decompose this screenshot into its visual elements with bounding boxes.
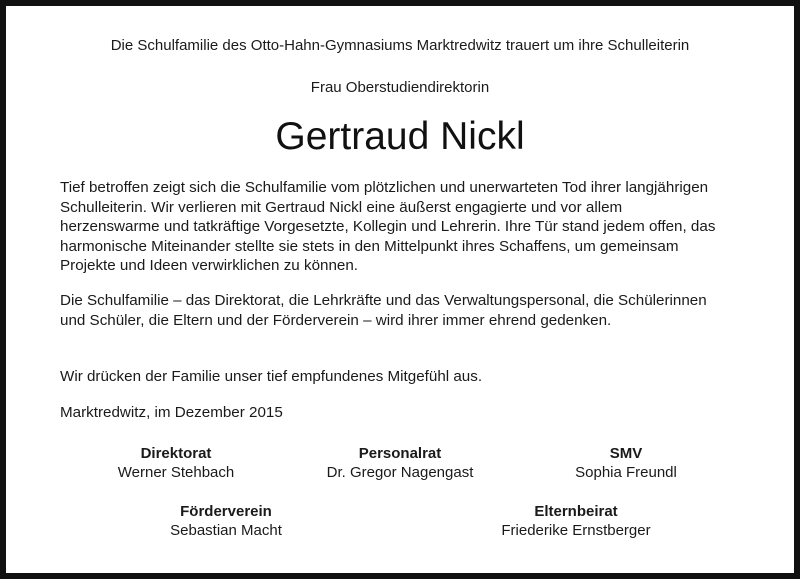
signatory-role: Elternbeirat bbox=[534, 503, 618, 520]
paragraph-remembrance: Die Schulfamilie – das Direktorat, die Lehrkräfte und das Verwaltungspersonal, die Schülerinnen und Schüler, die Eltern und der Förderverein – wird ihrer immer ehrend gedenken. bbox=[60, 292, 707, 329]
honorific-title: Frau Oberstudiendirektorin bbox=[310, 79, 490, 96]
signatory-smv bbox=[526, 444, 726, 482]
signatory-role: Direktorat bbox=[140, 445, 212, 462]
deceased-name: Gertraud Nickl bbox=[275, 115, 525, 158]
signatory-elternbeirat bbox=[466, 502, 686, 540]
signatory-personalrat bbox=[300, 444, 500, 482]
signatory-name: Sophia Freundl bbox=[575, 464, 677, 481]
signatory-name: Friederike Ernstberger bbox=[501, 522, 651, 539]
signatory-name: Sebastian Macht bbox=[170, 522, 282, 539]
signatory-role: SMV bbox=[609, 445, 643, 462]
paragraph-condolence: Wir drücken der Familie unser tief empfundenes Mitgefühl aus. bbox=[60, 368, 483, 385]
place-date: Marktredwitz, im Dezember 2015 bbox=[60, 404, 283, 421]
intro-line: Die Schulfamilie des Otto-Hahn-Gymnasiums Marktredwitz trauert um ihre Schulleiterin bbox=[110, 37, 690, 54]
signatory-foerderverein bbox=[136, 502, 316, 540]
signatory-role: Personalrat bbox=[358, 445, 442, 462]
signatory-direktorat bbox=[76, 444, 276, 482]
paragraph-tribute: Tief betroffen zeigt sich die Schulfamilie vom plötzlichen und unerwarteten Tod ihrer langjährigen Schulleiterin. Wir verlieren mit Gertraud Nickl eine äußerst engagierte und vor allem herzenswarme und tatkräftige Vorgesetzte, Kollegin und Lehrerin. Ihre Tür stand jedem offen, das harmonische Miteinander stellte sie stets in den Mittelpunkt ihres Schaffens, um gemeinsam Projekte und Ideen verwirklichen zu können. bbox=[60, 179, 716, 275]
signatory-role: Förderverein bbox=[180, 503, 272, 520]
signatory-name: Werner Stehbach bbox=[117, 464, 235, 481]
signatory-name: Dr. Gregor Nagengast bbox=[326, 464, 474, 481]
